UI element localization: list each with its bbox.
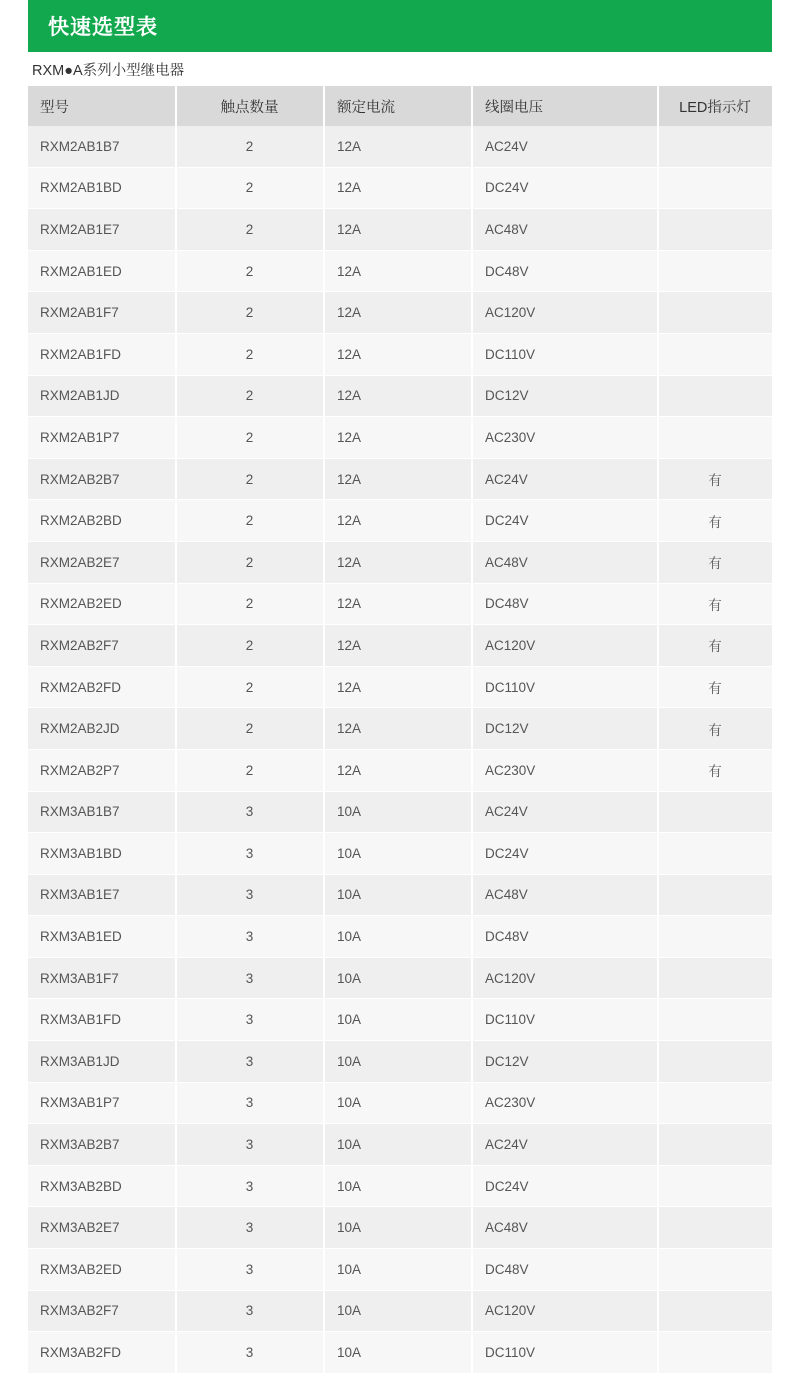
cell-contact-count: 2 [176, 250, 324, 292]
cell-coil-voltage: DC48V [472, 250, 658, 292]
cell-coil-voltage: AC120V [472, 625, 658, 667]
cell-contact-count: 2 [176, 625, 324, 667]
cell-rated-current: 12A [324, 126, 472, 167]
cell-led-indicator [658, 791, 772, 833]
cell-rated-current: 12A [324, 749, 472, 791]
cell-rated-current: 12A [324, 708, 472, 750]
cell-model: RXM3AB2BD [28, 1165, 176, 1207]
cell-contact-count: 3 [176, 1249, 324, 1291]
cell-model: RXM2AB2FD [28, 666, 176, 708]
table-row[interactable] [28, 708, 772, 750]
cell-led-indicator: 有 [658, 708, 772, 750]
table-row[interactable] [28, 957, 772, 999]
cell-led-indicator [658, 1165, 772, 1207]
cell-rated-current: 10A [324, 791, 472, 833]
column-header-model: 型号 [28, 86, 176, 126]
cell-led-indicator [658, 1207, 772, 1249]
cell-led-indicator [658, 209, 772, 251]
cell-led-indicator [658, 999, 772, 1041]
cell-rated-current: 12A [324, 500, 472, 542]
cell-led-indicator: 有 [658, 583, 772, 625]
cell-model: RXM2AB2BD [28, 500, 176, 542]
cell-led-indicator [658, 833, 772, 875]
page-title-bar [28, 0, 772, 52]
cell-coil-voltage: AC230V [472, 417, 658, 459]
cell-model: RXM2AB1F7 [28, 292, 176, 334]
cell-contact-count: 3 [176, 1124, 324, 1166]
cell-model: RXM3AB2F7 [28, 1290, 176, 1332]
cell-coil-voltage: DC24V [472, 833, 658, 875]
table-row[interactable] [28, 749, 772, 791]
cell-led-indicator [658, 1290, 772, 1332]
table-row[interactable] [28, 625, 772, 667]
table-row[interactable] [28, 791, 772, 833]
cell-rated-current: 10A [324, 1041, 472, 1083]
cell-led-indicator [658, 167, 772, 209]
cell-contact-count: 2 [176, 583, 324, 625]
cell-contact-count: 2 [176, 749, 324, 791]
cell-led-indicator [658, 417, 772, 459]
cell-led-indicator: 有 [658, 500, 772, 542]
table-row[interactable] [28, 1249, 772, 1291]
cell-led-indicator: 有 [658, 749, 772, 791]
table-row[interactable] [28, 500, 772, 542]
table-row[interactable] [28, 209, 772, 251]
cell-led-indicator [658, 1082, 772, 1124]
cell-model: RXM2AB1BD [28, 167, 176, 209]
cell-coil-voltage: AC24V [472, 791, 658, 833]
cell-contact-count: 2 [176, 333, 324, 375]
cell-coil-voltage: DC48V [472, 583, 658, 625]
table-header-row [28, 86, 772, 126]
cell-contact-count: 2 [176, 375, 324, 417]
cell-rated-current: 12A [324, 417, 472, 459]
cell-coil-voltage: DC48V [472, 916, 658, 958]
cell-model: RXM3AB1E7 [28, 874, 176, 916]
cell-model: RXM2AB1FD [28, 333, 176, 375]
cell-coil-voltage: DC110V [472, 333, 658, 375]
cell-coil-voltage: AC48V [472, 1207, 658, 1249]
cell-rated-current: 12A [324, 167, 472, 209]
cell-model: RXM2AB1E7 [28, 209, 176, 251]
cell-model: RXM3AB1BD [28, 833, 176, 875]
cell-coil-voltage: AC48V [472, 209, 658, 251]
cell-led-indicator [658, 957, 772, 999]
cell-coil-voltage: DC110V [472, 666, 658, 708]
table-row[interactable] [28, 375, 772, 417]
cell-contact-count: 2 [176, 708, 324, 750]
cell-coil-voltage: DC110V [472, 1332, 658, 1374]
cell-model: RXM2AB1ED [28, 250, 176, 292]
cell-contact-count: 2 [176, 209, 324, 251]
cell-rated-current: 10A [324, 1249, 472, 1291]
cell-coil-voltage: AC120V [472, 292, 658, 334]
cell-model: RXM2AB2B7 [28, 458, 176, 500]
cell-rated-current: 12A [324, 625, 472, 667]
cell-led-indicator [658, 375, 772, 417]
cell-model: RXM3AB1B7 [28, 791, 176, 833]
cell-led-indicator [658, 1124, 772, 1166]
cell-rated-current: 12A [324, 209, 472, 251]
table-row[interactable] [28, 458, 772, 500]
column-header-rated-current: 额定电流 [324, 86, 472, 126]
cell-rated-current: 12A [324, 541, 472, 583]
cell-led-indicator [658, 333, 772, 375]
cell-rated-current: 10A [324, 957, 472, 999]
table-row[interactable] [28, 999, 772, 1041]
cell-contact-count: 3 [176, 833, 324, 875]
cell-contact-count: 3 [176, 1041, 324, 1083]
cell-contact-count: 2 [176, 541, 324, 583]
table-row[interactable] [28, 250, 772, 292]
cell-contact-count: 3 [176, 1082, 324, 1124]
cell-model: RXM2AB2JD [28, 708, 176, 750]
cell-led-indicator [658, 126, 772, 167]
cell-coil-voltage: AC120V [472, 957, 658, 999]
cell-model: RXM3AB1P7 [28, 1082, 176, 1124]
table-row[interactable] [28, 1207, 772, 1249]
cell-contact-count: 2 [176, 666, 324, 708]
spec-table-wrapper [28, 86, 772, 1374]
cell-rated-current: 10A [324, 874, 472, 916]
spec-table [28, 86, 772, 1374]
table-row[interactable] [28, 1124, 772, 1166]
cell-model: RXM2AB2F7 [28, 625, 176, 667]
cell-rated-current: 12A [324, 583, 472, 625]
table-row[interactable] [28, 1082, 772, 1124]
cell-rated-current: 12A [324, 292, 472, 334]
cell-rated-current: 10A [324, 1165, 472, 1207]
column-header-coil-voltage: 线圈电压 [472, 86, 658, 126]
cell-model: RXM2AB2ED [28, 583, 176, 625]
cell-contact-count: 2 [176, 167, 324, 209]
cell-rated-current: 10A [324, 1124, 472, 1166]
cell-contact-count: 3 [176, 916, 324, 958]
cell-contact-count: 3 [176, 1332, 324, 1374]
table-row[interactable] [28, 1332, 772, 1374]
cell-contact-count: 3 [176, 874, 324, 916]
cell-led-indicator [658, 250, 772, 292]
cell-coil-voltage: DC24V [472, 167, 658, 209]
cell-contact-count: 2 [176, 126, 324, 167]
table-row[interactable] [28, 292, 772, 334]
cell-contact-count: 3 [176, 791, 324, 833]
cell-led-indicator: 有 [658, 541, 772, 583]
cell-contact-count: 2 [176, 458, 324, 500]
cell-coil-voltage: DC110V [472, 999, 658, 1041]
cell-rated-current: 10A [324, 1207, 472, 1249]
table-row[interactable] [28, 126, 772, 167]
cell-model: RXM3AB1F7 [28, 957, 176, 999]
table-row[interactable] [28, 1041, 772, 1083]
table-row[interactable] [28, 1165, 772, 1207]
cell-contact-count: 2 [176, 417, 324, 459]
cell-coil-voltage: AC230V [472, 1082, 658, 1124]
cell-model: RXM2AB2E7 [28, 541, 176, 583]
cell-coil-voltage: DC24V [472, 1165, 658, 1207]
cell-coil-voltage: AC230V [472, 749, 658, 791]
cell-contact-count: 3 [176, 1207, 324, 1249]
page-title: 快速选型表 [48, 16, 158, 39]
cell-coil-voltage: DC24V [472, 500, 658, 542]
cell-rated-current: 10A [324, 1290, 472, 1332]
cell-rated-current: 10A [324, 916, 472, 958]
cell-led-indicator [658, 292, 772, 334]
cell-coil-voltage: AC24V [472, 458, 658, 500]
cell-model: RXM2AB1P7 [28, 417, 176, 459]
cell-coil-voltage: AC48V [472, 874, 658, 916]
cell-rated-current: 10A [324, 1332, 472, 1374]
table-row[interactable] [28, 916, 772, 958]
cell-model: RXM2AB1JD [28, 375, 176, 417]
cell-model: RXM3AB1ED [28, 916, 176, 958]
cell-contact-count: 3 [176, 957, 324, 999]
cell-coil-voltage: AC48V [472, 541, 658, 583]
table-row[interactable] [28, 417, 772, 459]
cell-rated-current: 10A [324, 999, 472, 1041]
spec-table-header [28, 86, 772, 126]
cell-led-indicator: 有 [658, 666, 772, 708]
cell-model: RXM3AB2B7 [28, 1124, 176, 1166]
cell-model: RXM2AB2P7 [28, 749, 176, 791]
cell-rated-current: 10A [324, 1082, 472, 1124]
cell-coil-voltage: AC120V [472, 1290, 658, 1332]
table-row[interactable] [28, 333, 772, 375]
cell-led-indicator: 有 [658, 458, 772, 500]
cell-coil-voltage: DC12V [472, 375, 658, 417]
cell-contact-count: 3 [176, 1290, 324, 1332]
cell-contact-count: 2 [176, 292, 324, 334]
cell-led-indicator [658, 1249, 772, 1291]
cell-led-indicator: 有 [658, 625, 772, 667]
cell-rated-current: 10A [324, 833, 472, 875]
cell-model: RXM3AB2FD [28, 1332, 176, 1374]
series-subtitle-text: RXM●A系列小型继电器 [32, 62, 185, 79]
table-row[interactable] [28, 1290, 772, 1332]
cell-contact-count: 3 [176, 1165, 324, 1207]
table-row[interactable] [28, 833, 772, 875]
cell-model: RXM3AB2ED [28, 1249, 176, 1291]
cell-model: RXM2AB1B7 [28, 126, 176, 167]
cell-rated-current: 12A [324, 458, 472, 500]
cell-model: RXM3AB1FD [28, 999, 176, 1041]
table-row[interactable] [28, 167, 772, 209]
cell-led-indicator [658, 1332, 772, 1374]
cell-rated-current: 12A [324, 250, 472, 292]
cell-coil-voltage: AC24V [472, 1124, 658, 1166]
cell-coil-voltage: AC24V [472, 126, 658, 167]
column-header-led-indicator: LED指示灯 [658, 86, 772, 126]
cell-rated-current: 12A [324, 375, 472, 417]
cell-led-indicator [658, 1041, 772, 1083]
cell-rated-current: 12A [324, 333, 472, 375]
table-row[interactable] [28, 874, 772, 916]
cell-model: RXM3AB2E7 [28, 1207, 176, 1249]
table-row[interactable] [28, 541, 772, 583]
cell-contact-count: 3 [176, 999, 324, 1041]
series-subtitle [28, 52, 772, 86]
cell-coil-voltage: DC12V [472, 708, 658, 750]
cell-coil-voltage: DC48V [472, 1249, 658, 1291]
cell-led-indicator [658, 916, 772, 958]
table-row[interactable] [28, 583, 772, 625]
table-row[interactable] [28, 666, 772, 708]
cell-contact-count: 2 [176, 500, 324, 542]
cell-coil-voltage: DC12V [472, 1041, 658, 1083]
spec-table-body [28, 126, 772, 1373]
cell-rated-current: 12A [324, 666, 472, 708]
cell-led-indicator [658, 874, 772, 916]
column-header-contact-count: 触点数量 [176, 86, 324, 126]
cell-model: RXM3AB1JD [28, 1041, 176, 1083]
